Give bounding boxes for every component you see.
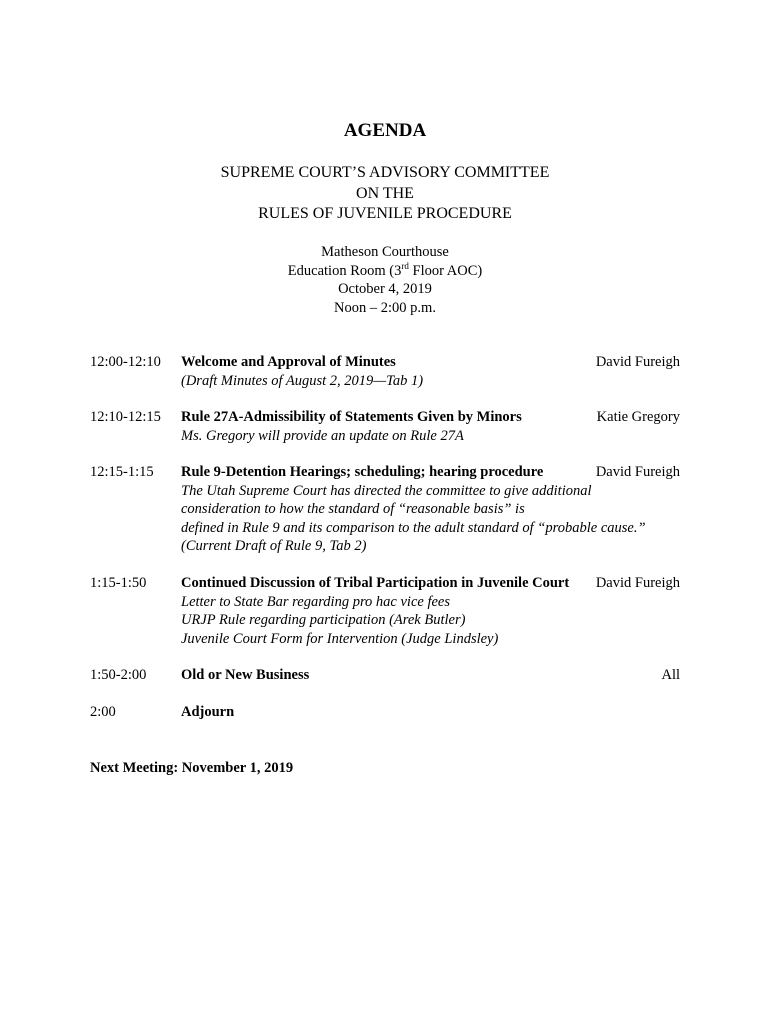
agenda-item-topic: Adjourn [181,704,235,720]
agenda-item-note: Ms. Gregory will provide an update on Rule 27A [181,427,464,444]
agenda-item-topic: Rule 9-Detention Hearings; scheduling; hearing procedure [181,464,544,480]
agenda-item-topic: Rule 27A-Admissibility of Statements Given by Minors [181,409,522,425]
agenda-item-note: Juvenile Court Form for Intervention (Judge Lindsley) [181,630,499,647]
page-title: AGENDA [343,120,427,141]
meeting-info [0,243,770,317]
meeting-room [0,262,770,281]
agenda-item-note: defined in Rule 9 and its comparison to the adult standard of “probable cause.” [181,519,646,536]
agenda-item-presenter: David Fureigh [592,353,680,372]
agenda-item-time: 1:15-1:50 [90,575,147,591]
meeting-room-prefix: Education Room (3 [287,262,402,279]
agenda-item-note: Letter to State Bar regarding pro hac vice fees [181,593,451,610]
agenda-item-time: 12:15-1:15 [90,464,154,480]
agenda-item-presenter: All [657,666,680,685]
meeting-time: Noon – 2:00 p.m. [334,299,436,316]
meeting-room-ordinal: rd [401,260,409,271]
agenda-item-presenter: David Fureigh [592,574,680,593]
agenda-item-topic: Continued Discussion of Tribal Participation in Juvenile Court [181,575,570,591]
agenda-item-presenter: Katie Gregory [593,408,680,427]
agenda-item-presenter: David Fureigh [592,463,680,482]
agenda-item-time: 1:50-2:00 [90,667,147,683]
agenda-item-body [181,666,680,685]
agenda-item-body [181,703,680,722]
agenda-item-time: 2:00 [90,704,116,720]
agenda-item-note: (Draft Minutes of August 2, 2019—Tab 1) [181,372,424,389]
agenda-item-note: (Current Draft of Rule 9, Tab 2) [181,538,367,554]
committee-line-2: ON THE [356,184,414,202]
meeting-room-suffix: Floor AOC) [408,262,483,279]
agenda-item-topic: Welcome and Approval of Minutes [181,354,396,370]
meeting-location: Matheson Courthouse [321,244,449,260]
meeting-date: October 4, 2019 [338,281,432,297]
agenda-item-time: 12:00-12:10 [90,354,161,370]
committee-line-1: SUPREME COURT’S ADVISORY COMMITTEE [220,164,550,181]
agenda-item-note: consideration to how the standard of “reasonable basis” is [181,501,525,517]
next-meeting: Next Meeting: November 1, 2019 [90,760,294,776]
agenda-item-time: 12:10-12:15 [90,409,161,425]
agenda-item-note: URJP Rule regarding participation (Arek Butler) [181,612,466,628]
agenda-item-topic: Old or New Business [181,667,310,683]
agenda-item-note: The Utah Supreme Court has directed the committee to give additional [181,482,592,499]
committee-heading [0,163,770,225]
committee-line-3: RULES OF JUVENILE PROCEDURE [258,205,512,222]
